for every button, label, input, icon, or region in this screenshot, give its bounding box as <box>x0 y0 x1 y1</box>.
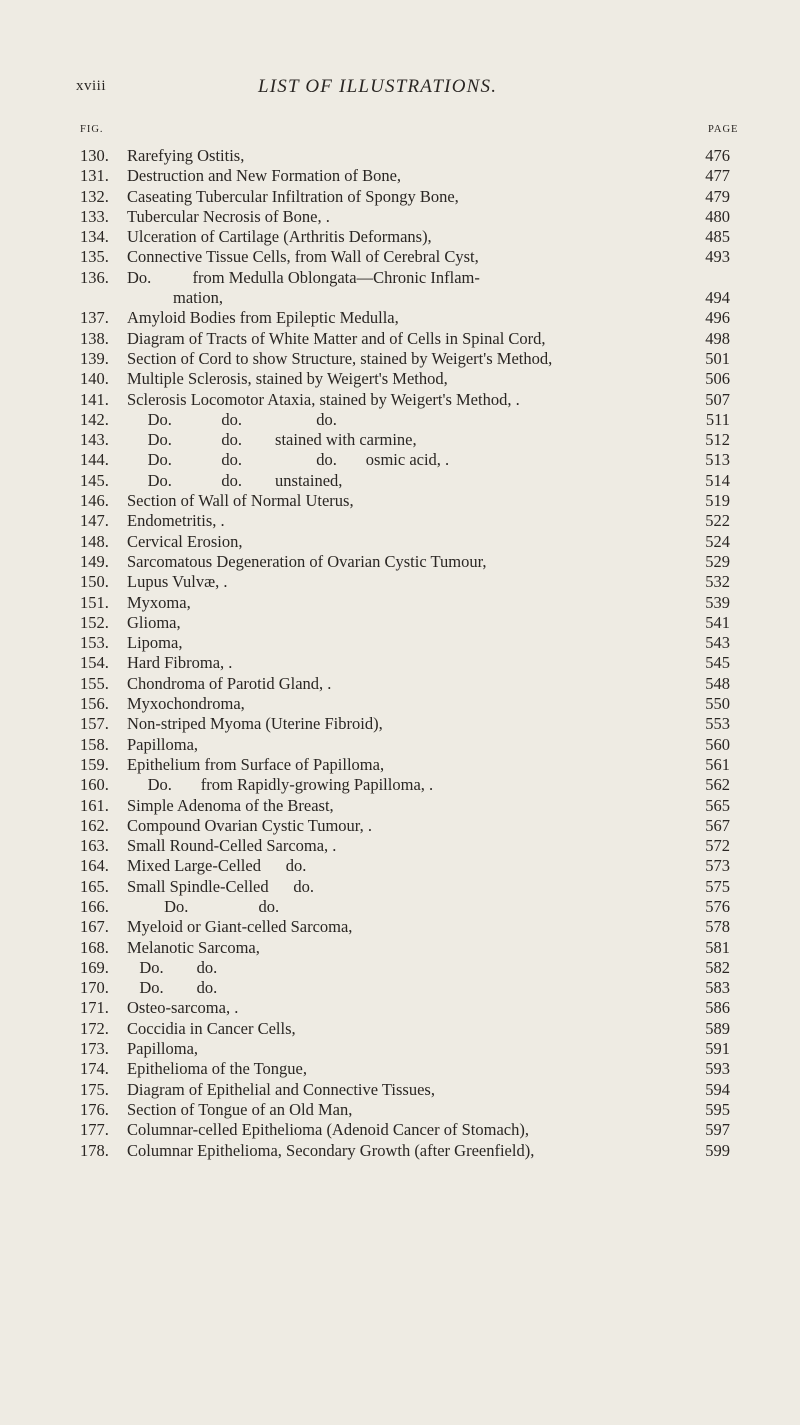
figure-title: Do. do. unstained, <box>127 470 343 490</box>
figure-number: 164. <box>80 856 109 876</box>
list-item <box>0 552 800 572</box>
figure-title: Myeloid or Giant-celled Sarcoma, <box>127 917 353 937</box>
figure-title: Rarefying Ostitis, <box>127 146 245 165</box>
figure-title: Section of Cord to show Structure, stained by Weigert's Method, <box>127 348 553 368</box>
figure-number: 157. <box>80 714 109 734</box>
page-number-ref: 524 <box>705 531 730 551</box>
page-number-ref: 573 <box>705 856 730 876</box>
figure-title: Do. from Rapidly-growing Papilloma, . <box>127 775 434 795</box>
figure-number: 172. <box>80 1018 109 1038</box>
figure-title: Destruction and New Formation of Bone, <box>127 166 402 186</box>
figure-title: Do. do. <box>127 957 218 977</box>
figure-title: Section of Tongue of an Old Man, <box>127 1099 353 1119</box>
list-item <box>0 187 800 207</box>
figure-number: 167. <box>80 917 109 937</box>
list-item <box>0 836 800 856</box>
page-number-ref: 477 <box>705 166 730 186</box>
figure-title: Do. do. <box>127 978 218 998</box>
list-item <box>0 816 800 836</box>
figure-title: Lipoma, <box>127 633 183 653</box>
list-item <box>0 1059 800 1079</box>
figure-title: Caseating Tubercular Infiltration of Spongy Bone, <box>127 186 459 206</box>
page-number-ref: 541 <box>705 612 730 632</box>
running-head: LIST OF ILLUSTRATIONS. <box>258 76 498 97</box>
page-number-ref: 532 <box>705 572 730 592</box>
figure-number: 171. <box>80 998 109 1018</box>
page-number-ref: 565 <box>705 795 730 815</box>
page-column-heading: PAGE <box>708 124 739 135</box>
page-number-ref: 578 <box>705 917 730 937</box>
figure-title: Melanotic Sarcoma, <box>127 937 260 957</box>
page-number-ref: 581 <box>705 937 730 957</box>
page-number-ref: 498 <box>705 328 730 348</box>
figure-title: Diagram of Epithelial and Connective Tissues, <box>127 1079 435 1099</box>
page-number-ref: 513 <box>705 450 730 470</box>
list-item <box>0 390 800 410</box>
page-number-ref: 589 <box>705 1018 730 1038</box>
figure-number: 151. <box>80 592 109 612</box>
page-number-ref: 529 <box>705 551 730 571</box>
page-number: xviii <box>76 78 107 94</box>
page-number-ref: 494 <box>705 288 730 308</box>
list-item <box>0 1039 800 1059</box>
page-number-ref: 586 <box>705 998 730 1018</box>
figure-title: Ulceration of Cartilage (Arthritis Deformans), <box>127 227 432 247</box>
list-item <box>0 247 800 267</box>
list-item <box>0 735 800 755</box>
figure-number: 146. <box>80 491 109 511</box>
figure-title: Section of Wall of Normal Uterus, <box>127 491 354 511</box>
list-item <box>0 796 800 816</box>
list-item <box>0 958 800 978</box>
page-number-ref: 593 <box>705 1059 730 1079</box>
illustrations-list <box>0 146 800 1161</box>
page-number-ref: 576 <box>705 896 730 916</box>
page-number-ref: 539 <box>705 592 730 612</box>
page-number-ref: 583 <box>705 978 730 998</box>
list-item <box>0 349 800 369</box>
figure-title: Lupus Vulvæ, . <box>127 572 228 592</box>
figure-number: 131. <box>80 166 109 186</box>
figure-number: 162. <box>80 815 109 835</box>
page-number-ref: 595 <box>705 1099 730 1119</box>
figure-number: 177. <box>80 1120 109 1140</box>
figure-title: Myxochondroma, <box>127 694 245 714</box>
figure-number: 150. <box>80 572 109 592</box>
page-number-ref: 493 <box>705 247 730 267</box>
figure-title: Coccidia in Cancer Cells, <box>127 1018 296 1038</box>
page-number-ref: 514 <box>705 470 730 490</box>
figure-title: Myxoma, <box>127 592 191 612</box>
figure-title: Columnar-celled Epithelioma (Adenoid Cancer of Stomach), <box>127 1120 529 1140</box>
figure-title: Multiple Sclerosis, stained by Weigert's Method, <box>127 369 448 389</box>
figure-title: Chondroma of Parotid Gland, . <box>127 673 332 693</box>
figure-number: 141. <box>80 389 109 409</box>
page-number-ref: 545 <box>705 653 730 673</box>
page-number-ref: 550 <box>705 694 730 714</box>
figure-title: Hard Fibroma, . <box>127 653 233 673</box>
list-item <box>0 694 800 714</box>
page-number-ref: 560 <box>705 734 730 754</box>
figure-number: 143. <box>80 430 109 450</box>
figure-title: Simple Adenoma of the Breast, <box>127 795 334 815</box>
page-number-ref: 582 <box>705 957 730 977</box>
figure-number: 135. <box>80 247 109 267</box>
page-number-ref: 599 <box>705 1140 730 1160</box>
list-item <box>0 856 800 876</box>
figure-number: 163. <box>80 836 109 856</box>
list-item <box>0 430 800 450</box>
figure-number: 165. <box>80 876 109 896</box>
column-headings <box>0 124 800 138</box>
list-item <box>0 1080 800 1100</box>
list-item <box>0 714 800 734</box>
figure-number: 148. <box>80 531 109 551</box>
figure-number: 134. <box>80 227 109 247</box>
page-number-ref: 485 <box>705 227 730 247</box>
list-item <box>0 450 800 470</box>
list-item <box>0 511 800 531</box>
list-item <box>0 917 800 937</box>
page-number-ref: 511 <box>705 409 730 429</box>
list-item <box>0 1141 800 1161</box>
list-item <box>0 998 800 1018</box>
list-item <box>0 897 800 917</box>
figure-title: Sarcomatous Degeneration of Ovarian Cystic Tumour, <box>127 551 487 571</box>
figure-number: 144. <box>80 450 109 470</box>
list-item <box>0 207 800 227</box>
figure-number: 142. <box>80 409 109 429</box>
page-number-ref: 480 <box>705 206 730 226</box>
list-item <box>0 633 800 653</box>
figure-number: 139. <box>80 348 109 368</box>
figure-number: 152. <box>80 612 109 632</box>
figure-number: 158. <box>80 734 109 754</box>
page-number-ref: 501 <box>705 348 730 368</box>
figure-number: 173. <box>80 1039 109 1059</box>
list-item <box>0 410 800 430</box>
page-number-ref: 479 <box>705 186 730 206</box>
figure-number: 154. <box>80 653 109 673</box>
figure-number: 176. <box>80 1099 109 1119</box>
figure-title: Sclerosis Locomotor Ataxia, stained by Weigert's Method, . <box>127 389 520 409</box>
list-item <box>0 938 800 958</box>
page-number-ref: 575 <box>705 876 730 896</box>
figure-title: Papilloma, <box>127 1039 199 1059</box>
page-number-ref: 597 <box>705 1120 730 1140</box>
page-number-ref: 572 <box>705 836 730 856</box>
page-number-ref: 507 <box>705 389 730 409</box>
figure-number: 160. <box>80 775 109 795</box>
list-item <box>0 1120 800 1140</box>
page-number-ref: 519 <box>705 491 730 511</box>
figure-number: 145. <box>80 470 109 490</box>
figure-number: 149. <box>80 551 109 571</box>
figure-title: Do. do. do. <box>127 409 337 429</box>
figure-title-continuation: mation, <box>173 288 223 308</box>
page-header <box>0 78 800 104</box>
list-item <box>0 613 800 633</box>
figure-number: 170. <box>80 978 109 998</box>
list-item <box>0 1019 800 1039</box>
page-number-ref: 506 <box>705 369 730 389</box>
figure-title: Columnar Epithelioma, Secondary Growth (after Greenfield), <box>127 1140 535 1160</box>
figure-number: 138. <box>80 328 109 348</box>
figure-number: 168. <box>80 937 109 957</box>
figure-number: 174. <box>80 1059 109 1079</box>
list-item <box>0 471 800 491</box>
list-item <box>0 329 800 349</box>
list-item <box>0 572 800 592</box>
figure-number: 178. <box>80 1140 109 1160</box>
list-item <box>0 369 800 389</box>
list-item <box>0 653 800 673</box>
page-number-ref: 543 <box>705 633 730 653</box>
list-item <box>0 308 800 328</box>
figure-title: Osteo-sarcoma, . <box>127 998 239 1018</box>
figure-title: Do. do. stained with carmine, <box>127 430 417 450</box>
figure-title: Do. from Medulla Oblongata—Chronic Inflam- <box>127 267 480 287</box>
figure-title: Do. do. do. osmic acid, . <box>127 450 450 470</box>
figure-number: 130. <box>80 146 109 165</box>
figure-title: Compound Ovarian Cystic Tumour, . <box>127 815 373 835</box>
figure-number: 153. <box>80 633 109 653</box>
list-item <box>0 1100 800 1120</box>
figure-title: Amyloid Bodies from Epileptic Medulla, <box>127 308 399 328</box>
figure-title: Epithelium from Surface of Papilloma, <box>127 754 385 774</box>
figure-title: Tubercular Necrosis of Bone, . <box>127 206 330 226</box>
list-item <box>0 227 800 247</box>
figure-number: 136. <box>80 267 109 287</box>
list-item <box>0 491 800 511</box>
figure-number: 159. <box>80 754 109 774</box>
figure-number: 166. <box>80 896 109 916</box>
figure-title: Endometritis, . <box>127 511 225 531</box>
list-item <box>0 593 800 613</box>
figure-title: Mixed Large-Celled do. <box>127 856 307 876</box>
figure-number: 175. <box>80 1079 109 1099</box>
page-number-ref: 561 <box>705 754 730 774</box>
figure-title: Cervical Erosion, <box>127 531 243 551</box>
fig-column-heading: FIG. <box>80 124 104 135</box>
list-item <box>0 166 800 186</box>
page-number-ref: 562 <box>705 775 730 795</box>
list-item <box>0 532 800 552</box>
figure-number: 137. <box>80 308 109 328</box>
figure-number: 147. <box>80 511 109 531</box>
list-item <box>0 146 800 166</box>
list-item <box>0 674 800 694</box>
page-number-ref: 512 <box>705 430 730 450</box>
list-item <box>0 877 800 897</box>
list-item <box>0 978 800 998</box>
page-number-ref: 594 <box>705 1079 730 1099</box>
figure-title: Connective Tissue Cells, from Wall of Cerebral Cyst, <box>127 247 479 267</box>
figure-number: 161. <box>80 795 109 815</box>
figure-number: 156. <box>80 694 109 714</box>
figure-title: Epithelioma of the Tongue, <box>127 1059 308 1079</box>
figure-title: Diagram of Tracts of White Matter and of Cells in Spinal Cord, <box>127 328 546 348</box>
figure-title: Glioma, <box>127 612 181 632</box>
figure-title: Papilloma, <box>127 734 199 754</box>
page-number-ref: 496 <box>705 308 730 328</box>
figure-title: Do. do. <box>127 896 280 916</box>
figure-number: 155. <box>80 673 109 693</box>
figure-number: 133. <box>80 206 109 226</box>
page-number-ref: 591 <box>705 1039 730 1059</box>
figure-number: 169. <box>80 957 109 977</box>
list-item <box>0 775 800 795</box>
list-item <box>0 268 800 309</box>
figure-title: Non-striped Myoma (Uterine Fibroid), <box>127 714 383 734</box>
figure-title: Small Round-Celled Sarcoma, . <box>127 836 337 856</box>
figure-number: 140. <box>80 369 109 389</box>
list-item <box>0 755 800 775</box>
page-number-ref: 548 <box>705 673 730 693</box>
page-number-ref: 522 <box>705 511 730 531</box>
figure-title: Small Spindle-Celled do. <box>127 876 314 896</box>
figure-number: 132. <box>80 186 109 206</box>
page-number-ref: 553 <box>705 714 730 734</box>
page-number-ref: 567 <box>705 815 730 835</box>
page-number-ref: 476 <box>705 146 730 165</box>
